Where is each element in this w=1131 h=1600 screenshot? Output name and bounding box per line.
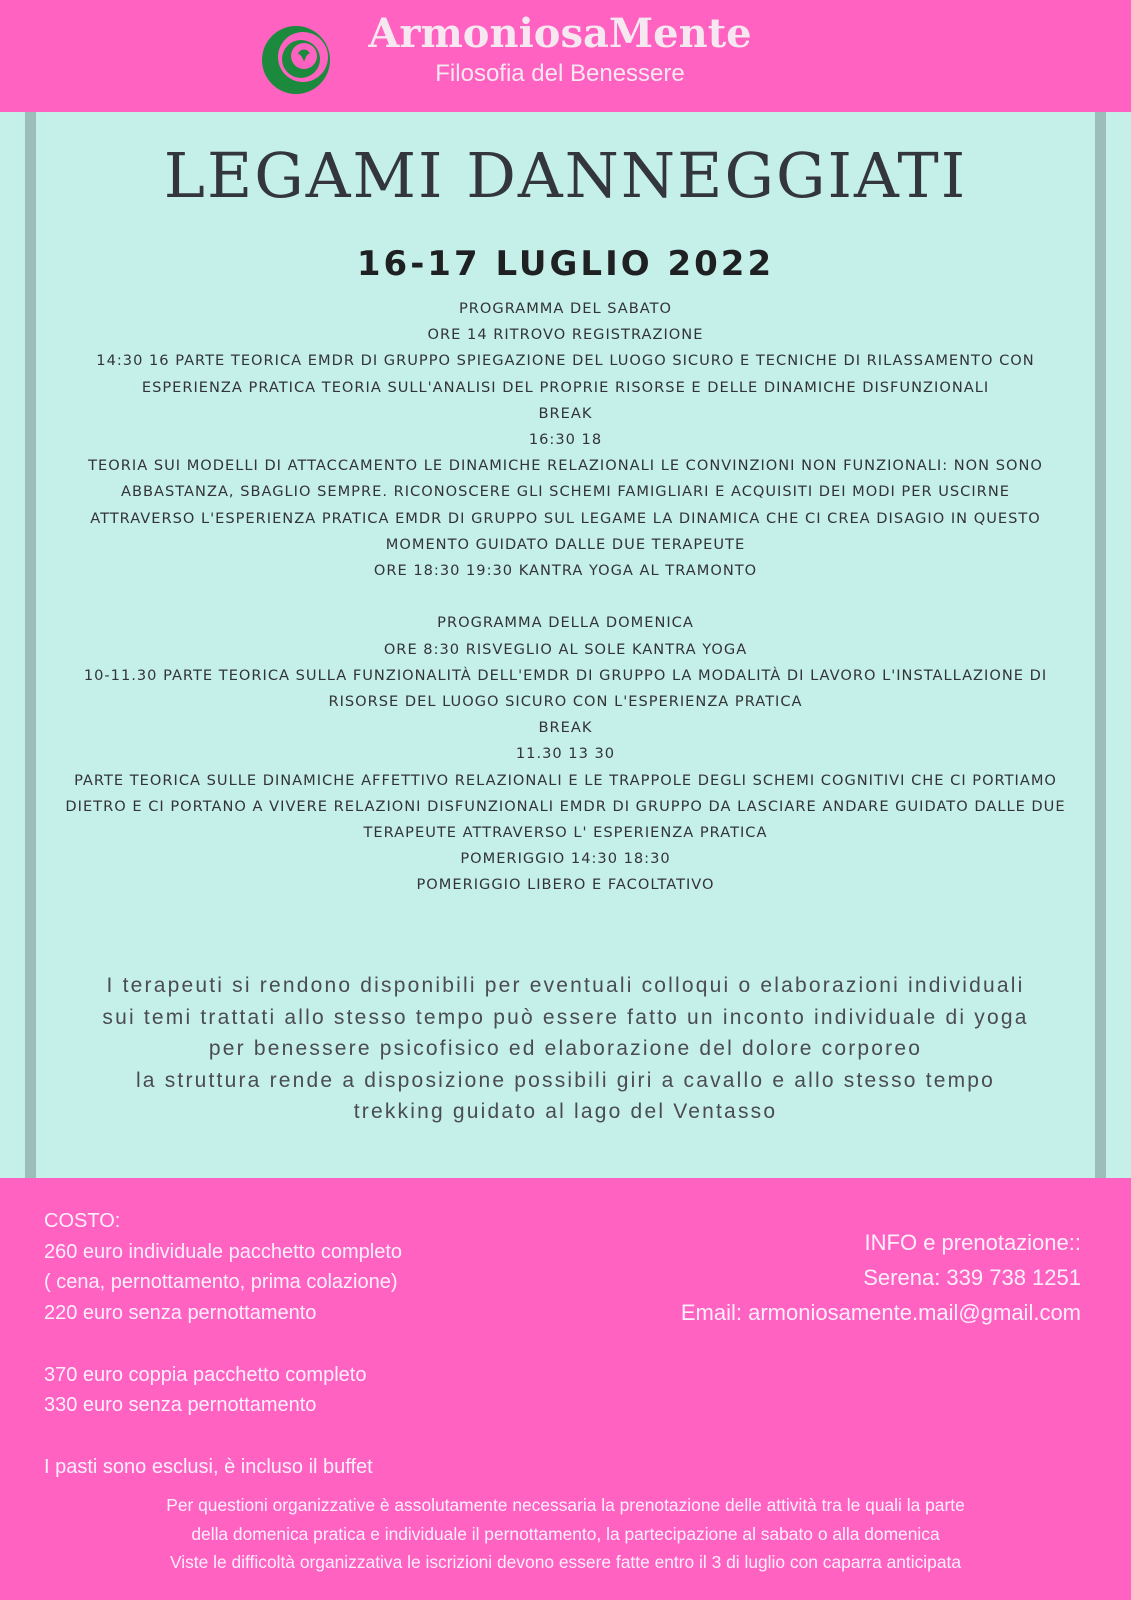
note-line: Per questioni organizzative è assolutamente necessaria la prenotazione delle attività tra le quali la parte	[166, 1495, 965, 1515]
brand-name: ArmoniosaMente	[368, 10, 752, 57]
header-banner	[0, 0, 1131, 112]
program-line: PROGRAMMA DELLA DOMENICA	[437, 614, 694, 632]
program-line: ORE 14 RITROVO REGISTRAZIONE	[427, 326, 704, 344]
cost-list	[44, 1206, 402, 1482]
cost-line: 370 euro coppia pacchetto completo	[44, 1363, 367, 1386]
info-line: Serena: 339 738 1251	[863, 1265, 1081, 1290]
brand-block	[340, 8, 780, 88]
program-line: ORE 18:30 19:30 KANTRA YOGA AL TRAMONTO	[373, 562, 758, 580]
therapists-line: per benessere psicofisico ed elaborazione del dolore corporeo	[208, 1037, 923, 1060]
program-line: TERAPEUTE ATTRAVERSO L' ESPERIENZA PRATICA	[363, 824, 768, 842]
program-line: MOMENTO GUIDATO DALLE DUE TERAPEUTE	[385, 535, 746, 553]
program-line: PROGRAMMA DEL SABATO	[458, 300, 673, 317]
cost-line: 260 euro individuale pacchetto completo	[44, 1240, 403, 1263]
note-line: della domenica pratica e individuale il pernottamento, la partecipazione al sabato o alla domenica	[191, 1523, 940, 1544]
program-line: TEORIA SUI MODELLI DI ATTACCAMENTO LE DINAMICHE RELAZIONALI LE CONVINZIONI NON FUNZIONALI: NON SONO	[88, 457, 1043, 475]
info-line: Email: armoniosamente.mail@gmail.com	[680, 1300, 1081, 1325]
program-line: ABBASTANZA, SBAGLIO SEMPRE. RICONOSCERE GLI SCHEMI FAMIGLIARI E ACQUISITI DEI MODI PER USCIRNE	[121, 483, 1010, 501]
cost-line: 330 euro senza pernottamento	[44, 1394, 317, 1417]
therapists-line: trekking guidato al lago del Ventasso	[353, 1100, 778, 1123]
program-line: DIETRO E CI PORTANO A VIVERE RELAZIONI DISFUNZIONALI EMDR DI GRUPPO DA LASCIARE ANDARE GUIDATO DALLE DUE	[65, 797, 1066, 815]
therapists-line: sui temi trattati allo stesso tempo può essere fatto un inconto individuale di yoga	[102, 1005, 1029, 1029]
cost-line: ( cena, pernottamento, prima colazione)	[44, 1271, 398, 1294]
program-line: PARTE TEORICA SULLE DINAMICHE AFFETTIVO RELAZIONALI E LE TRAPPOLE DEGLI SCHEMI COGNITIVI CHE CI PORTIAMO	[74, 771, 1057, 789]
organization-notes	[0, 1491, 1131, 1577]
info-line: INFO e prenotazione::	[864, 1230, 1081, 1255]
program-line: ATTRAVERSO L'ESPERIENZA PRATICA EMDR DI GRUPPO SUL LEGAME LA DINAMICA CHE CI CREA DISAGIO IN QUESTO	[90, 509, 1041, 527]
cost-line: COSTO:	[44, 1210, 121, 1232]
program-line: BREAK	[538, 404, 593, 422]
program-line: 16:30 18	[528, 431, 603, 449]
therapists-note	[55, 970, 1076, 1128]
program-line: BREAK	[538, 719, 593, 737]
program-line: POMERIGGIO LIBERO E FACOLTATIVO	[416, 876, 715, 894]
program-line: 14:30 16 PARTE TEORICA EMDR DI GRUPPO SPIEGAZIONE DEL LUOGO SICURO E TECNICHE DI RILASSAMENTO CON	[96, 352, 1035, 370]
event-date: 16-17 LUGLIO 2022	[356, 244, 775, 284]
note-line: Viste le difficoltà organizzativa le iscrizioni devono essere fatte entro il 3 di luglio con caparra anticipata	[169, 1552, 962, 1572]
cost-line: 220 euro senza pernottamento	[44, 1302, 317, 1325]
program-line: RISORSE DEL LUOGO SICURO CON L'ESPERIENZA PRATICA	[328, 693, 803, 711]
program-line	[50, 584, 1081, 610]
program-line: 10-11.30 PARTE TEORICA SULLA FUNZIONALITÀ DELL'EMDR DI GRUPPO LA MODALITÀ DI LAVORO L'INSTALLAZIONE DI	[83, 666, 1048, 684]
therapists-line: I terapeuti si rendono disponibili per eventuali colloqui o elaborazioni individuali	[106, 974, 1025, 997]
program-line: ESPERIENZA PRATICA TEORIA SULL'ANALISI DEL PROPRIE RISORSE E DELLE DINAMICHE DISFUNZIONALI	[141, 378, 990, 396]
brand-tagline: Filosofia del Benessere	[435, 60, 685, 87]
page-title: LEGAMI DANNEGGIATI	[163, 139, 968, 212]
therapists-line: la struttura rende a disposizione possibili giri a cavallo e allo stesso tempo	[135, 1068, 996, 1092]
program-schedule	[50, 296, 1081, 899]
booking-info	[681, 1225, 1081, 1330]
footer-banner	[0, 1178, 1131, 1600]
program-line: 11.30 13 30	[515, 745, 616, 763]
program-line: ORE 8:30 RISVEGLIO AL SOLE KANTRA YOGA	[383, 640, 748, 658]
cost-line: I pasti sono esclusi, è incluso il buffet	[44, 1455, 373, 1478]
program-line: POMERIGGIO 14:30 18:30	[460, 850, 671, 868]
cost-line	[44, 1421, 402, 1452]
crescent-swirl-logo-icon	[260, 24, 332, 96]
cost-line	[44, 1329, 402, 1360]
